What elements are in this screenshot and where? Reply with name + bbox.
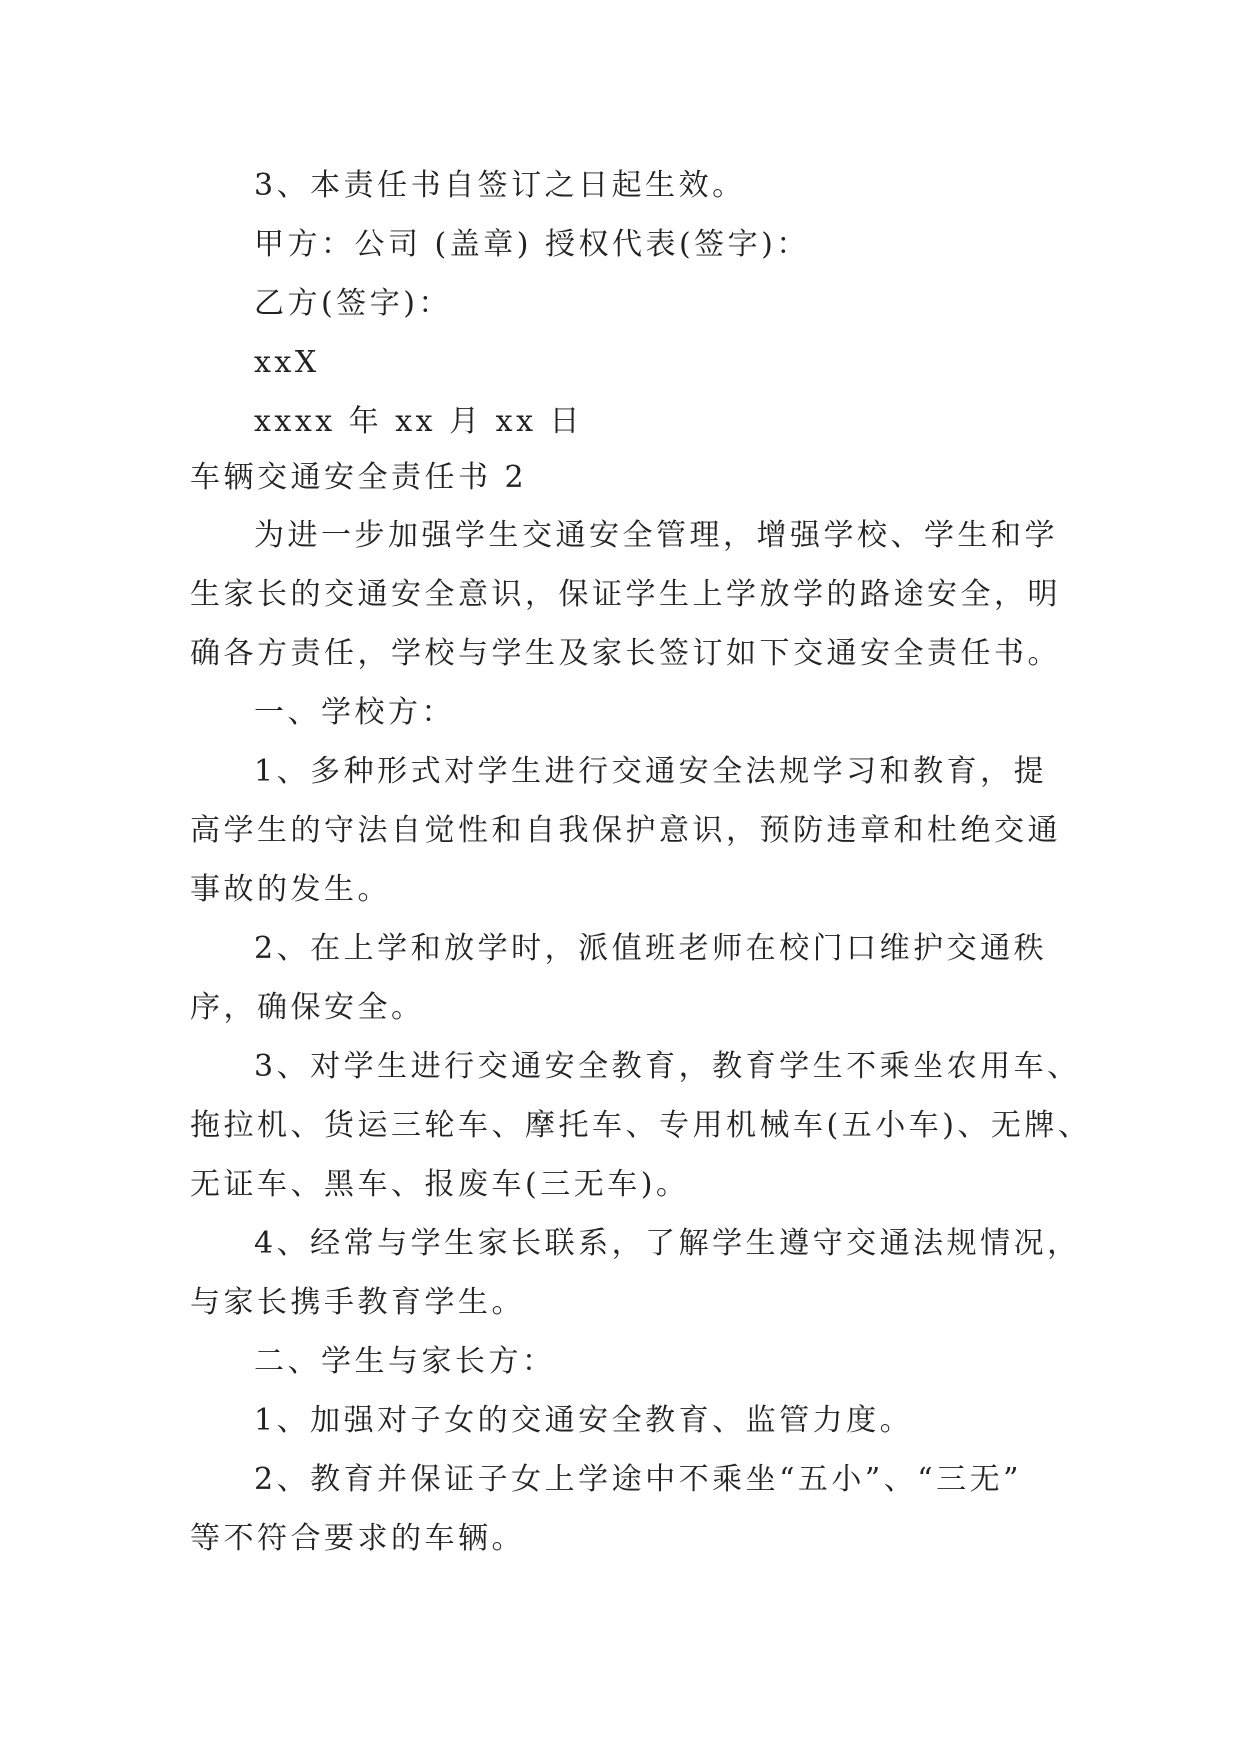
school-clause-4-line-2: 与家长携手教育学生。 (190, 1285, 525, 1320)
school-clause-1-line-2: 高学生的守法自觉性和自我保护意识，预防违章和杜绝交通 (190, 813, 1061, 848)
signer-name-placeholder: xxX (254, 345, 320, 380)
school-clause-3-line-1: 3、对学生进行交通安全教育，教育学生不乘坐农用车、 (254, 1049, 1081, 1084)
party-a-signature-line: 甲方：公司 (盖章) 授权代表(签字)： (254, 227, 810, 262)
intro-paragraph-line-3: 确各方责任，学校与学生及家长签订如下交通安全责任书。 (190, 636, 1061, 671)
date-placeholder: xxxx 年 xx 月 xx 日 (254, 404, 584, 439)
school-clause-4-line-1: 4、经常与学生家长联系，了解学生遵守交通法规情况， (254, 1226, 1081, 1261)
school-clause-2-line-1: 2、在上学和放学时，派值班老师在校门口维护交通秩 (254, 931, 1048, 966)
clause-effective-date: 3、本责任书自签订之日起生效。 (254, 168, 746, 203)
intro-paragraph-line-2: 生家长的交通安全意识，保证学生上学放学的路途安全，明 (190, 577, 1061, 612)
parent-clause-2-line-2: 等不符合要求的车辆。 (190, 1521, 525, 1556)
party-b-signature-line: 乙方(签字)： (254, 286, 452, 321)
school-clause-1-line-3: 事故的发生。 (190, 872, 391, 907)
intro-paragraph-line-1: 为进一步加强学生交通安全管理，增强学校、学生和学 (254, 518, 1058, 553)
school-clause-2-line-2: 序，确保安全。 (190, 990, 425, 1025)
school-clause-3-line-2: 拖拉机、货运三轮车、摩托车、专用机械车(五小车)、无牌、 (190, 1108, 1092, 1143)
parent-clause-2-line-1: 2、教育并保证子女上学途中不乘坐“五小”、“三无” (254, 1462, 1022, 1497)
parent-clause-1: 1、加强对子女的交通安全教育、监管力度。 (254, 1403, 914, 1438)
section-title: 车辆交通安全责任书 2 (190, 460, 528, 495)
school-clause-3-line-3: 无证车、黑车、报废车(三无车)。 (190, 1167, 690, 1202)
school-clause-1-line-1: 1、多种形式对学生进行交通安全法规学习和教育，提 (254, 754, 1048, 789)
parent-section-heading: 二、学生与家长方： (254, 1344, 556, 1379)
school-section-heading: 一、学校方： (254, 695, 455, 730)
